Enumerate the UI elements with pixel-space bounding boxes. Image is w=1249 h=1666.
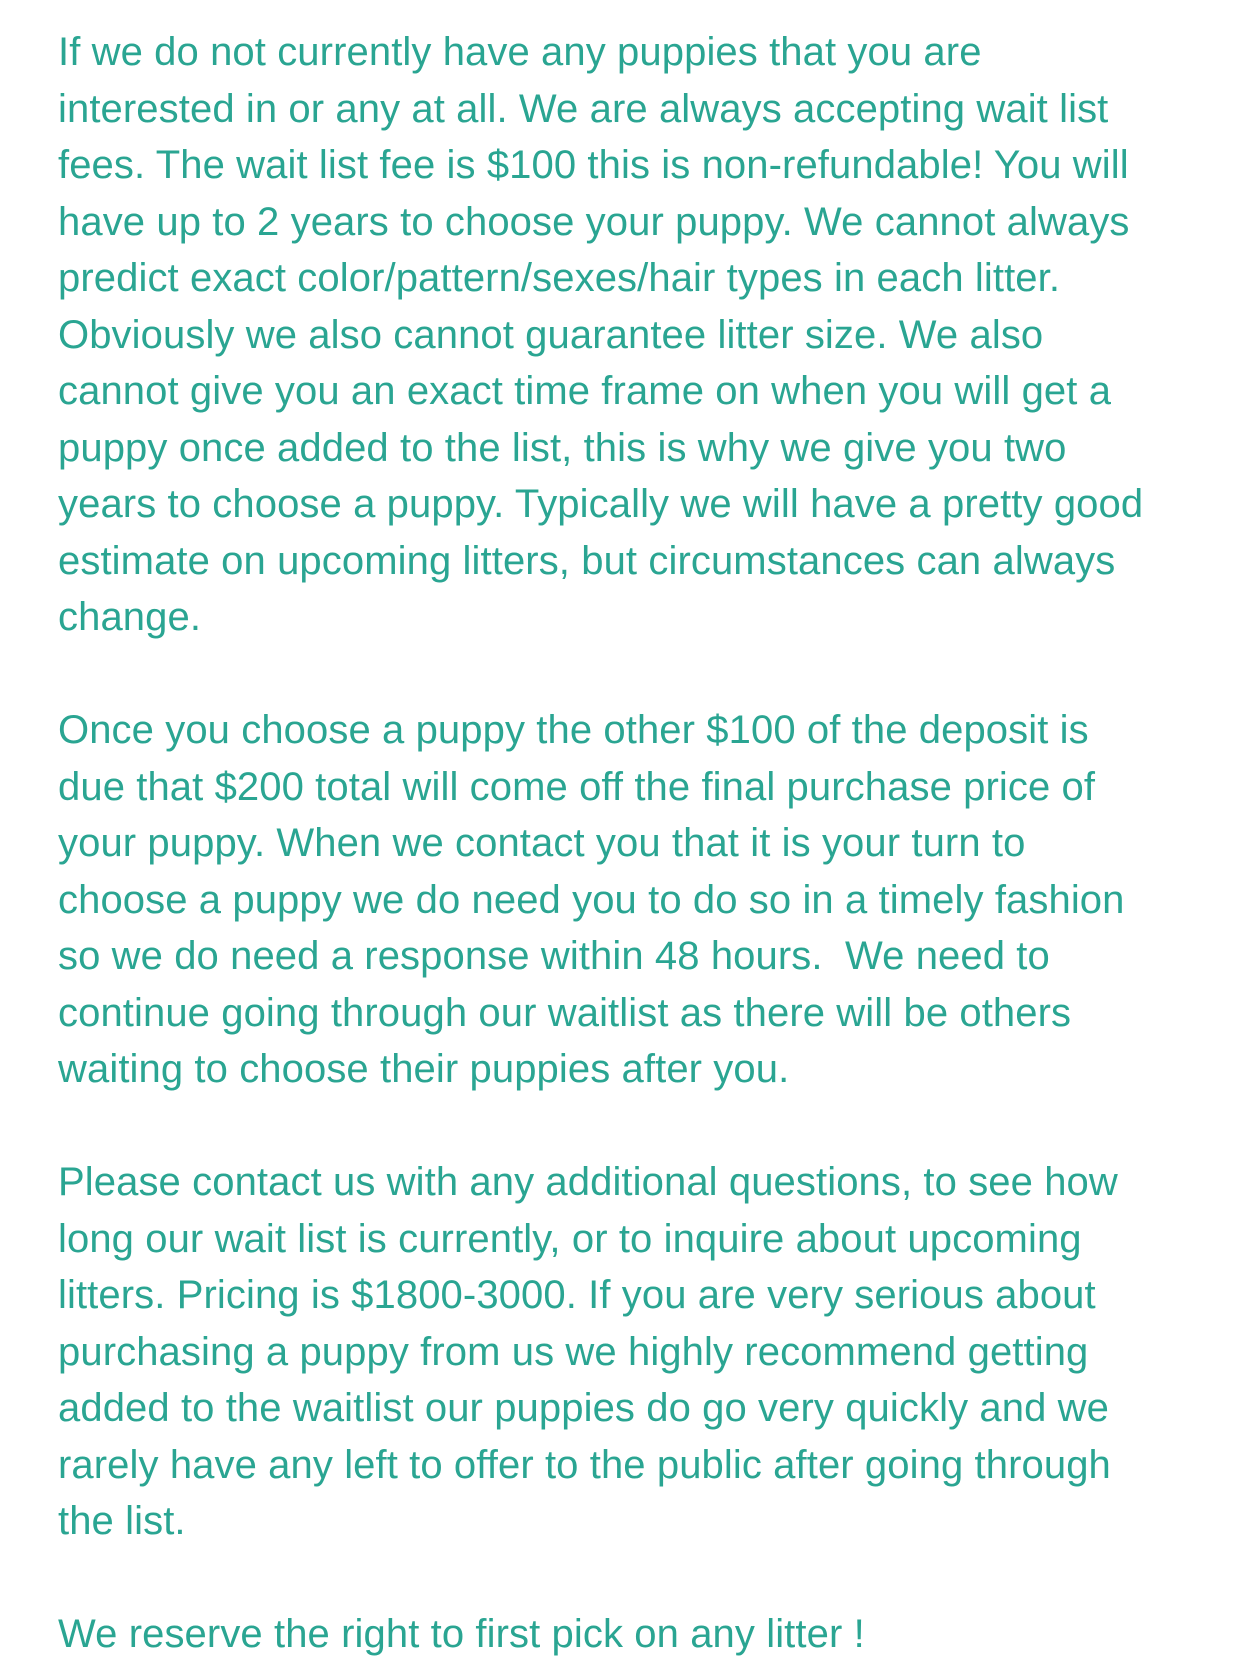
text-line: choose a puppy we do need you to do so in a timely fashion — [58, 877, 1125, 922]
text-line: We reserve the right to first pick on any litter ! — [58, 1612, 865, 1656]
text-line: estimate on upcoming litters, but circumstances can always — [58, 538, 1116, 583]
text-line: Obviously we also cannot guarantee litter size. We also — [58, 312, 1044, 357]
text-line: fees. The wait list fee is $100 this is non-refundable! You will — [58, 143, 1129, 187]
text-line: Once you choose a puppy the other $100 of the deposit is — [58, 708, 1089, 752]
text-line: your puppy. When we contact you that it is your turn to — [58, 821, 1026, 865]
paragraph-spacer — [58, 1550, 1209, 1607]
text-line: change. — [58, 595, 202, 639]
text-line: interested in or any at all. We are always accepting wait list — [58, 86, 1109, 131]
text-line: puppy once added to the list, this is why we give you two — [58, 425, 1067, 470]
text-line: years to choose a puppy. Typically we will have a pretty good — [58, 482, 1144, 526]
text-line: have up to 2 years to choose your puppy. We cannot always — [58, 199, 1130, 244]
text-line: waiting to choose their puppies after you. — [58, 1047, 790, 1091]
text-line: continue going through our waitlist as there will be others — [58, 990, 1072, 1035]
text-line: rarely have any left to offer to the public after going through — [58, 1442, 1111, 1487]
text-line: added to the waitlist our puppies do go very quickly and we — [58, 1386, 1109, 1430]
paragraph-first-pick — [58, 1606, 1209, 1663]
text-line: the list. — [58, 1499, 186, 1543]
paragraph-waitlist-fee — [58, 24, 1209, 646]
paragraph-contact-pricing — [58, 1154, 1209, 1550]
paragraph-spacer — [58, 1098, 1209, 1155]
text-line: so we do need a response within 48 hours. We need to — [58, 934, 1050, 978]
text-line: If we do not currently have any puppies that you are — [58, 30, 982, 74]
paragraph-spacer — [58, 646, 1209, 703]
text-line: purchasing a puppy from us we highly recommend getting — [58, 1329, 1089, 1374]
text-line: litters. Pricing is $1800-3000. If you are very serious about — [58, 1273, 1096, 1317]
text-line: due that $200 total will come off the final purchase price of — [58, 764, 1096, 809]
text-line: cannot give you an exact time frame on when you will get a — [58, 369, 1112, 413]
text-line: long our wait list is currently, or to inquire about upcoming — [58, 1216, 1082, 1261]
text-line: Please contact us with any additional questions, to see how — [58, 1160, 1118, 1204]
paragraph-deposit — [58, 702, 1209, 1098]
text-line: predict exact color/pattern/sexes/hair types in each litter. — [58, 256, 1061, 300]
